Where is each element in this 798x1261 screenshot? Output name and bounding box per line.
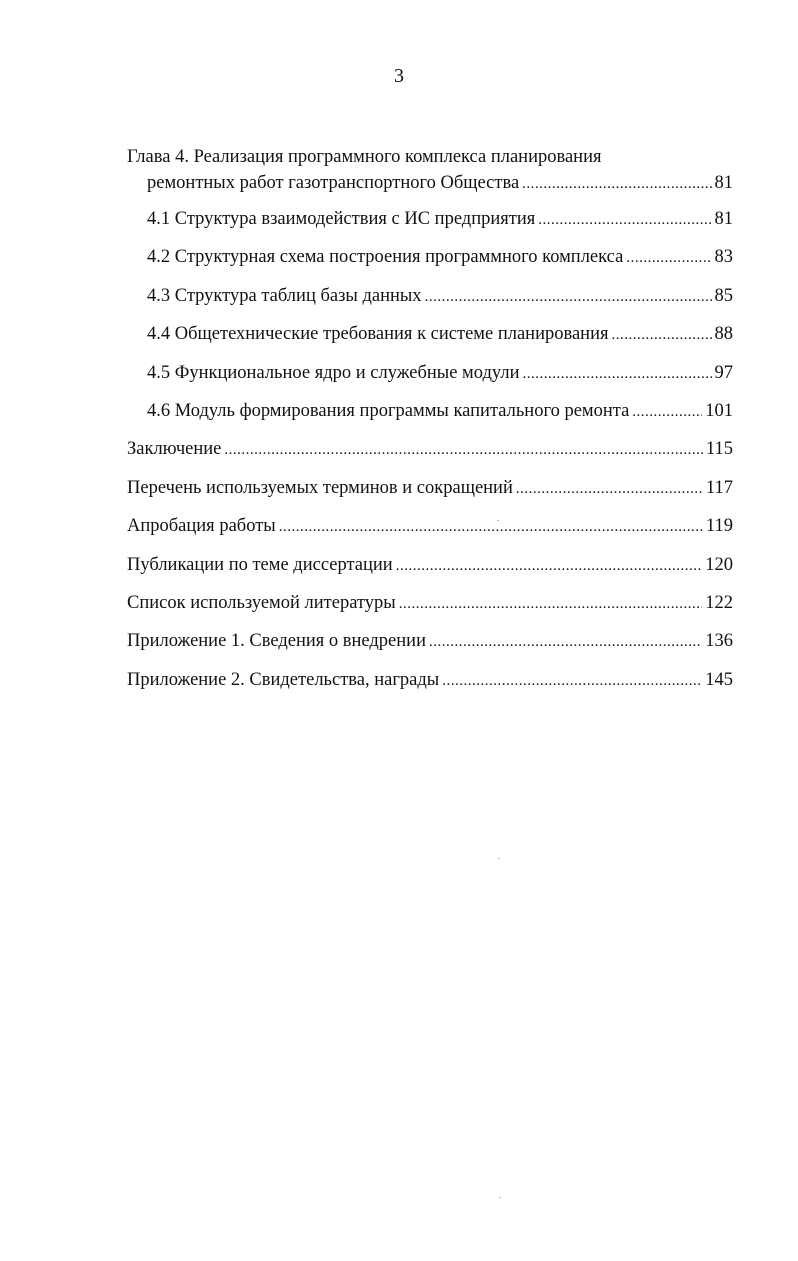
scan-speck bbox=[499, 1197, 501, 1198]
dot-leader bbox=[425, 284, 712, 310]
toc-entry-title: Перечень используемых терминов и сокращений bbox=[127, 477, 513, 498]
toc-entry-title: ремонтных работ газотранспортного Общества bbox=[147, 173, 520, 193]
dot-leader bbox=[522, 171, 711, 197]
toc-entry-page: 97 bbox=[714, 362, 733, 383]
toc-entry bbox=[127, 436, 733, 474]
toc-chapter-4-title: Глава 4. Реализация программного комплекса планирования bbox=[127, 147, 602, 167]
page-number: 3 bbox=[394, 65, 404, 87]
dot-leader bbox=[538, 207, 711, 233]
toc-entry-title: 4.5 Функциональное ядро и служебные модули bbox=[147, 362, 520, 383]
dot-leader bbox=[612, 322, 712, 348]
dot-leader bbox=[399, 591, 703, 617]
toc-entry-title: 4.2 Структурная схема построения программного комплекса bbox=[147, 247, 624, 268]
toc-entry-section bbox=[127, 283, 733, 321]
toc-entry-page: 120 bbox=[705, 554, 733, 575]
toc-entry-page: 81 bbox=[714, 173, 733, 193]
toc-entry-title: Заключение bbox=[127, 439, 222, 460]
dot-leader bbox=[442, 668, 702, 694]
dot-leader bbox=[632, 399, 702, 425]
toc-entry-section bbox=[127, 206, 733, 244]
toc-entry-title: 4.3 Структура таблиц базы данных bbox=[147, 285, 422, 306]
toc-entry bbox=[127, 667, 733, 705]
dot-leader bbox=[429, 629, 702, 655]
toc-entry-title: Апробация работы bbox=[127, 516, 276, 537]
toc-entry-page: 117 bbox=[705, 477, 733, 498]
toc-entry-page: 122 bbox=[705, 592, 733, 613]
scan-speck bbox=[497, 520, 499, 521]
toc-entry bbox=[127, 590, 733, 628]
toc-entry-section bbox=[127, 360, 733, 398]
toc-entry-title: Список используемой литературы bbox=[127, 592, 396, 613]
dot-leader bbox=[516, 476, 703, 502]
toc-entry-page: 101 bbox=[705, 400, 733, 421]
toc-entry bbox=[127, 552, 733, 590]
scan-speck bbox=[498, 858, 500, 859]
toc-entry-section bbox=[127, 244, 733, 282]
toc-entry bbox=[127, 513, 733, 551]
toc-entry-page: 136 bbox=[705, 631, 733, 652]
toc-entry-page: 85 bbox=[714, 285, 733, 306]
toc-entry bbox=[127, 628, 733, 666]
toc-entry bbox=[127, 475, 733, 513]
toc-entry-page: 145 bbox=[705, 669, 733, 690]
toc-entry-title: Публикации по теме диссертации bbox=[127, 554, 393, 575]
dot-leader bbox=[396, 553, 703, 579]
toc-entry-title: Приложение 1. Сведения о внедрении bbox=[127, 631, 426, 652]
toc-entry-title: 4.4 Общетехнические требования к системе планирования bbox=[147, 324, 609, 345]
toc-entry-page: 88 bbox=[714, 324, 733, 345]
toc-entry-title: 4.1 Структура взаимодействия с ИС предприятия bbox=[147, 209, 536, 229]
toc-entry-section bbox=[127, 321, 733, 359]
toc-entry-title: 4.6 Модуль формирования программы капитального ремонта bbox=[147, 400, 630, 421]
table-of-contents bbox=[127, 144, 733, 705]
toc-entry-page: 83 bbox=[714, 247, 733, 268]
toc-entry-page: 115 bbox=[705, 439, 733, 460]
toc-entry-section bbox=[127, 398, 733, 436]
dot-leader bbox=[522, 361, 711, 387]
toc-entry-page: 119 bbox=[705, 516, 733, 537]
toc-entry-title: Приложение 2. Свидетельства, награды bbox=[127, 669, 440, 690]
toc-entry-page: 81 bbox=[714, 209, 733, 229]
dot-leader bbox=[224, 437, 703, 463]
dot-leader bbox=[626, 245, 711, 271]
toc-entry-chapter-4 bbox=[127, 170, 733, 206]
dot-leader bbox=[279, 514, 703, 540]
